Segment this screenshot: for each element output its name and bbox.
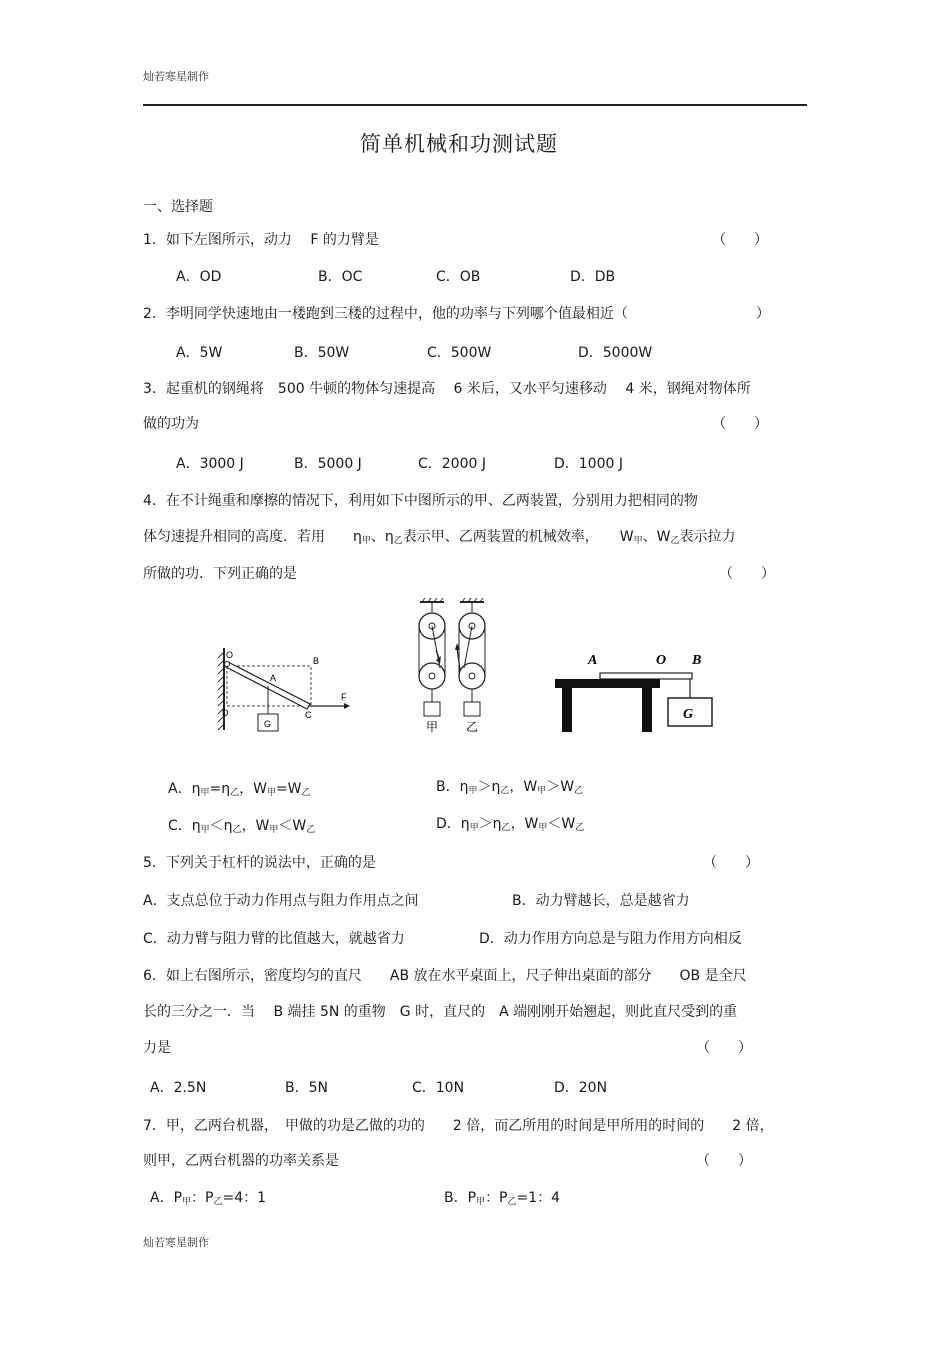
label-G: G [264,719,272,729]
label-O-right: O [656,653,667,668]
q2-option-c: C．500W [427,345,492,361]
q7-option-b: B．$P_甲$：$P_乙=1$：4 [444,1190,561,1207]
q3-paren: （ ） [712,416,768,432]
figure-lever-left [210,640,360,740]
q5-stem: 5．下列关于杠杆的说法中，正确的是 [143,855,376,871]
section-heading: 一、选择题 [143,199,213,215]
q1-option-d: D．DB [570,269,616,285]
q6-paren: （ ） [696,1040,752,1056]
q1-stem: 1．如下左图所示，动力 F 的力臂是 [143,232,379,248]
q4-option-d: D．$\eta_甲>\eta_乙$，$W_甲<W_乙$ [436,816,585,833]
label-C: C [305,710,312,720]
figure-pulleys-middle [412,598,492,738]
q3-line1: 3．起重机的钢绳将 500 牛顿的物体匀速提高 6 米后，又水平匀速移动 4 米，钢绳对物体所 [143,381,751,397]
q6-option-a: A．2.5N [150,1080,207,1096]
q1-option-b: B．OC [318,269,363,285]
label-F: F [341,692,347,702]
q4-option-b: B．$\eta_甲>\eta_乙$，$W_甲>W_乙$ [436,779,584,796]
q1-paren: （ ） [712,232,768,248]
q6-option-d: D．20N [554,1080,608,1096]
label-D: D [222,708,229,718]
q7-line2: 则甲，乙两台机器的功率关系是 [143,1153,339,1169]
q6-line3: 力是 [143,1040,171,1056]
q4-option-c: C．$\eta_甲<\eta_乙$，$W_甲<W_乙$ [168,818,316,835]
label-G-right: G [683,707,694,722]
label-A-right: A [588,653,598,668]
q6-option-c: C．10N [412,1080,465,1096]
q5-paren: （ ） [703,855,759,871]
q5-option-a: A．支点总位于动力作用点与阻力作用点之间 [143,893,419,909]
q2-option-d: D．5000W [578,345,653,361]
q4-paren: （ ） [719,566,775,582]
q4-line2: 体匀速提升相同的高度．若用 $\eta_甲$、$\eta_乙$表示甲、乙两装置的机械效率， $W_甲$、$W_乙$表示拉力 [143,529,736,546]
q4-line3: 所做的功．下列正确的是 [143,566,297,582]
label-O: O [226,650,234,660]
q4-option-a: A．$\eta_甲=\eta_乙$，$W_甲=W_乙$ [168,781,311,798]
q7-paren: （ ） [696,1153,752,1169]
header-rule [143,104,807,106]
page-title: 简单机械和功测试题 [360,132,558,156]
header-producer: 灿若寒星制作 [143,70,209,83]
q2-stem: 2．李明同学快速地由一楼跑到三楼的过程中，他的功率与下列哪个值最相近（ [143,306,628,322]
label-B: B [313,656,320,666]
q3-line2: 做的功为 [143,416,199,432]
q6-option-b: B．5N [285,1080,328,1096]
q2-option-b: B．50W [294,345,350,361]
q1-option-a: A．OD [176,269,222,285]
q6-line1: 6．如上右图所示，密度均匀的直尺 AB 放在水平桌面上，尺子伸出桌面的部分 OB 是全尺 [143,968,747,984]
q3-option-c: C．2000 J [418,456,486,472]
q3-option-b: B．5000 J [294,456,362,472]
q1-option-c: C．OB [436,269,481,285]
q5-option-d: D．动力作用方向总是与阻力作用方向相反 [479,931,742,947]
q7-option-a: A．$P_甲$：$P_乙=4$：1 [150,1190,267,1207]
label-A: A [270,673,277,683]
q7-line1: 7．甲，乙两台机器， 甲做的功是乙做的功的 2 倍，而乙所用的时间是甲所用的时间的 2 倍， [143,1118,774,1134]
q6-line2: 长的三分之一．当 B 端挂 5N 的重物 G 时，直尺的 A 端刚刚开始翘起，则此直尺受到的重 [143,1004,738,1020]
q3-option-d: D．1000 J [554,456,623,472]
label-jia: 甲 [426,720,439,734]
footer-producer: 灿若寒星制作 [143,1236,209,1249]
q2-paren-close: ） [756,306,770,322]
q2-option-a: A．5W [176,345,223,361]
label-yi: 乙 [466,720,479,734]
label-B-right: B [692,653,702,668]
q5-option-c: C．动力臂与阻力臂的比值越大，就越省力 [143,931,405,947]
q5-option-b: B．动力臂越长，总是越省力 [512,893,690,909]
q3-option-a: A．3000 J [176,456,244,472]
q4-line1: 4．在不计绳重和摩擦的情况下，利用如下中图所示的甲、乙两装置，分别用力把相同的物 [143,493,698,509]
figure-table-right [550,646,720,736]
